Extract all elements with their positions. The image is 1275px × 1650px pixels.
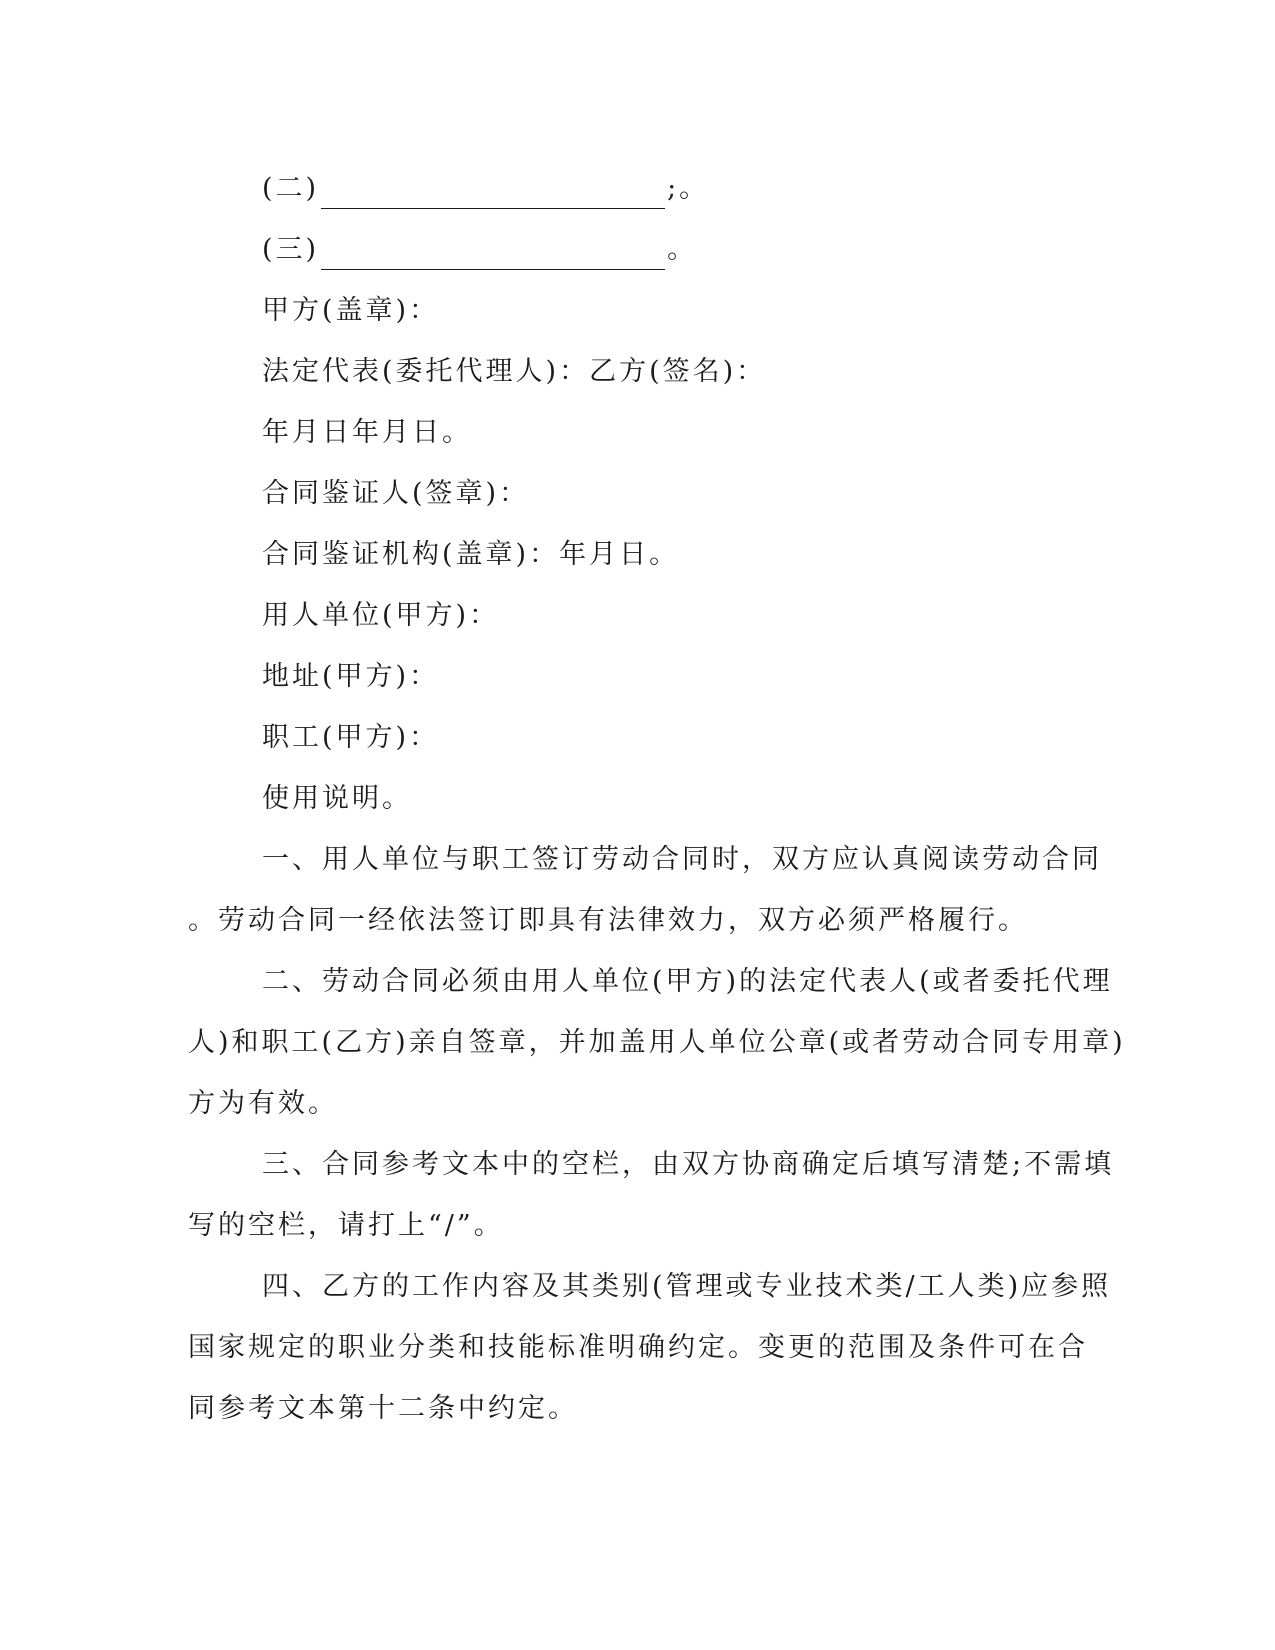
witness-agency-line: 合同鉴证机构(盖章)：年月日。 [262,539,680,570]
instructions-heading: 使用说明。 [262,783,412,814]
date-line: 年月日年月日。 [262,417,472,448]
party-a-seal-line: 甲方(盖章)： [262,295,440,326]
paragraph-2-line-2: 人)和职工(乙方)亲自签章，并加盖用人单位公章(或者劳动合同专用章) [188,1027,1126,1058]
document-body [188,158,1126,1439]
witness-line: 合同鉴证人(签章)： [262,478,530,509]
paragraph-2-line-3: 方为有效。 [188,1088,338,1119]
paragraph-1-line-2: 。劳动合同一经依法签订即具有法律效力，双方必须严格履行。 [188,905,1028,936]
employer-line: 用人单位(甲方)： [262,600,500,631]
paragraph-4-line-1: 四、乙方的工作内容及其类别(管理或专业技术类/工人类)应参照 [262,1271,1112,1302]
employee-line: 职工(甲方)： [262,722,440,753]
paragraph-4-line-2: 国家规定的职业分类和技能标准明确约定。变更的范围及条件可在合 [188,1332,1088,1363]
blank-item-2 [188,158,1078,219]
blank-item-suffix: 。 [667,234,698,265]
paragraph-3-line-1: 三、合同参考文本中的空栏，由双方协商确定后填写清楚;不需填 [262,1149,1115,1180]
paragraph-2-line-1: 二、劳动合同必须由用人单位(甲方)的法定代表人(或者委托代理 [262,966,1113,997]
paragraph-1-line-1: 一、用人单位与职工签订劳动合同时，双方应认真阅读劳动合同 [262,844,1102,875]
fill-in-blank [321,172,665,209]
representative-signature-line: 法定代表(委托代理人)：乙方(签名)： [262,356,767,387]
paragraph-4-line-3: 同参考文本第十二条中约定。 [188,1393,578,1424]
paragraph-3-line-2: 写的空栏，请打上“/”。 [188,1210,504,1241]
address-line: 地址(甲方)： [262,661,440,692]
fill-in-blank [321,233,665,270]
blank-item-label: (三) [262,234,320,265]
blank-item-suffix: ;。 [667,173,710,204]
blank-item-label: (二) [262,173,320,204]
blank-item-3 [188,219,1078,280]
